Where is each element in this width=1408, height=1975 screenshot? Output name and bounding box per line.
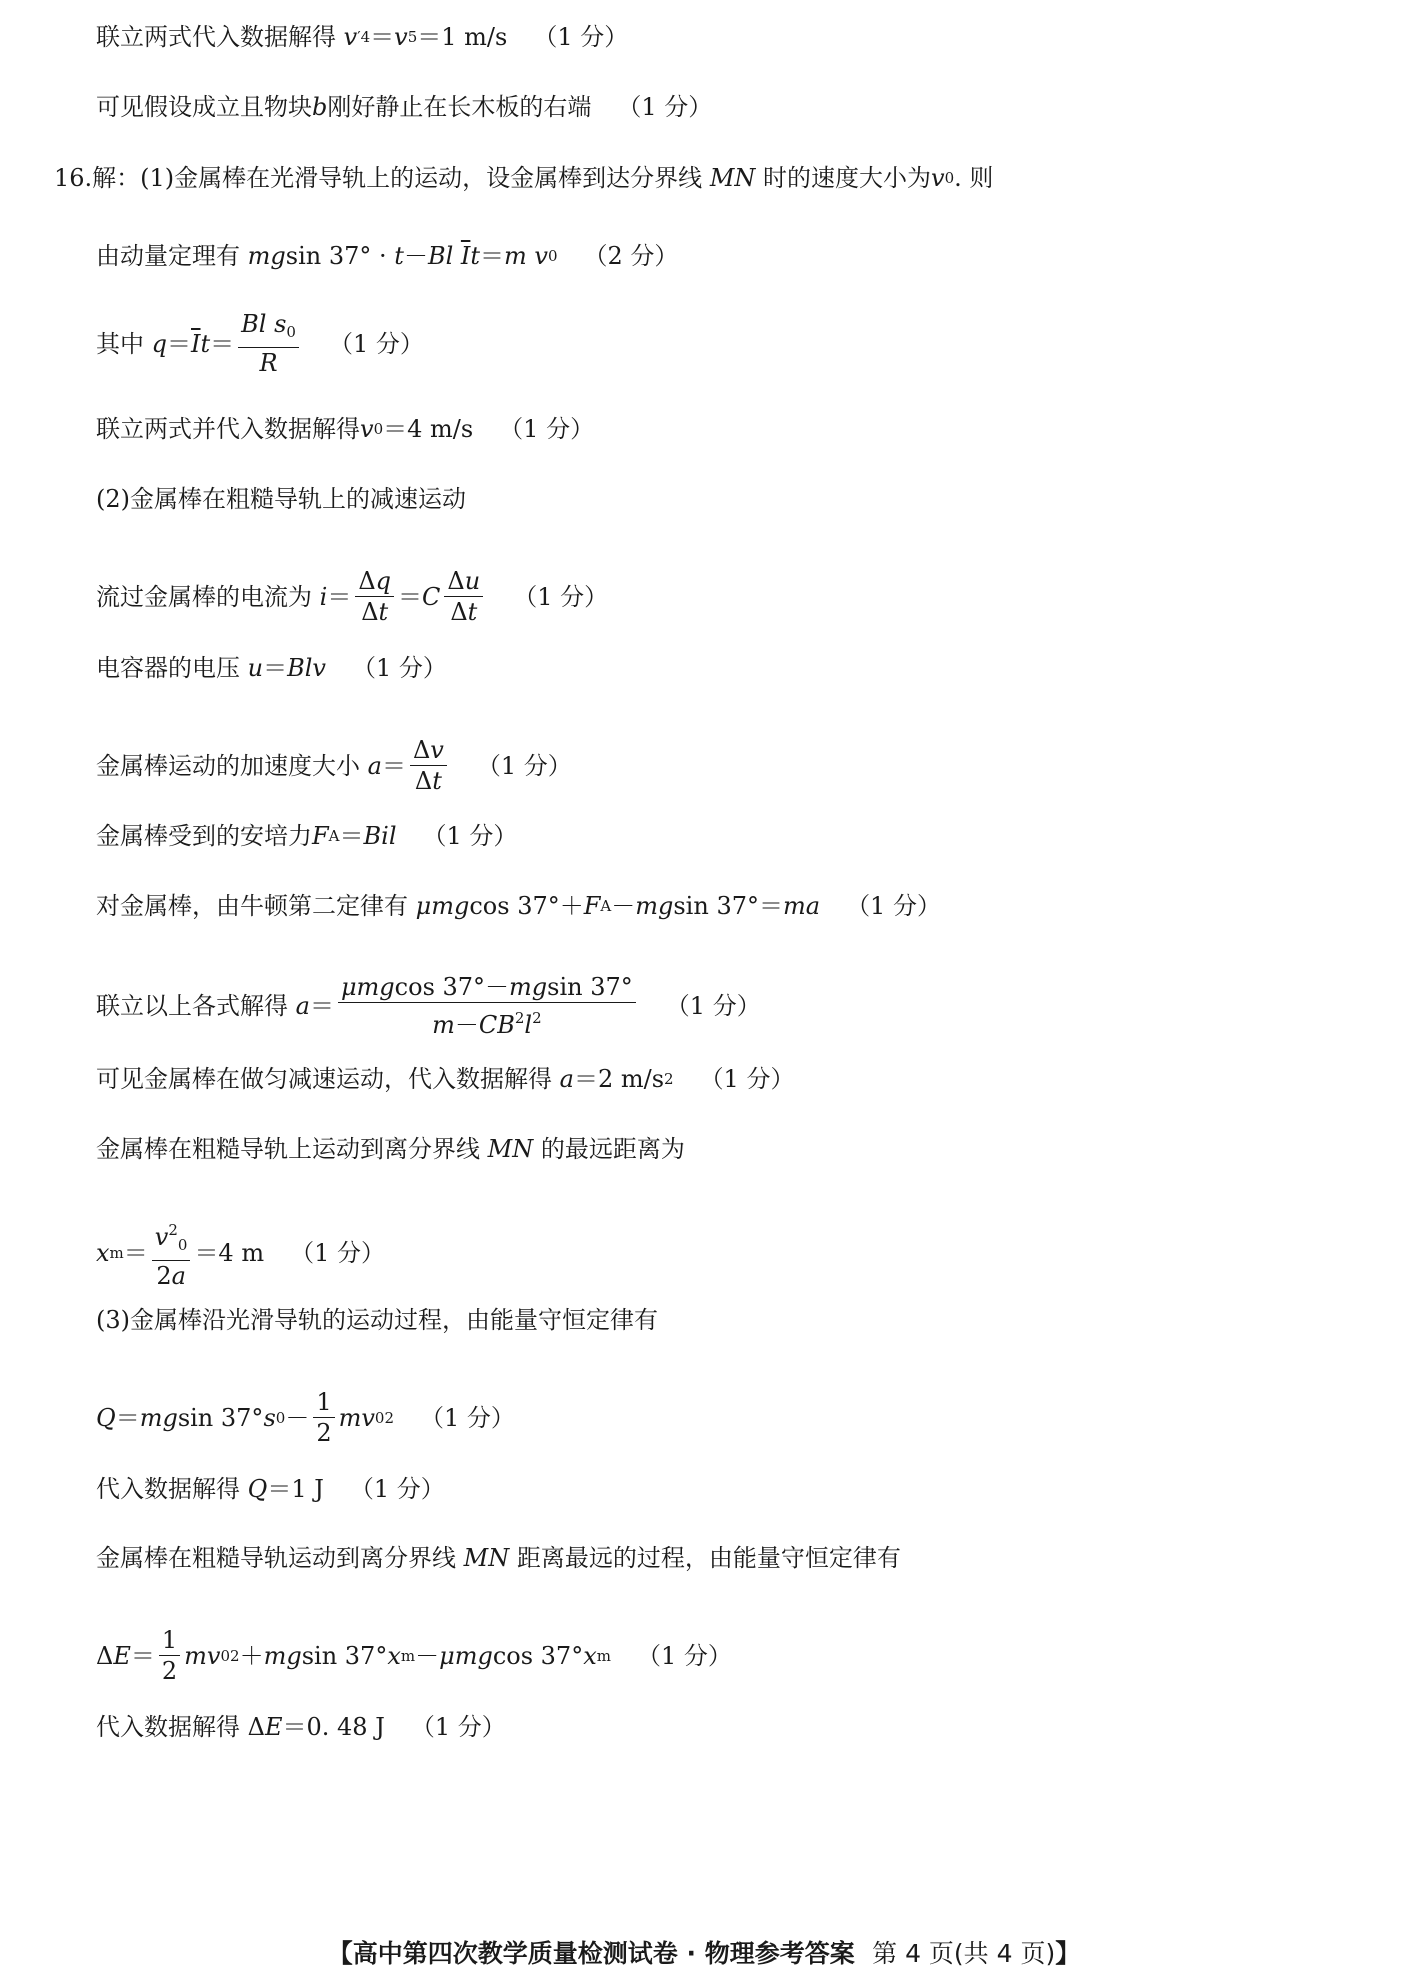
footer-subject: 物理参考答案 [704,1939,855,1968]
footer-title: 高中第四次教学质量检测试卷 [352,1939,678,1968]
var-b: b [312,93,328,121]
fraction: $\frac{1}{2}$ [159,1626,180,1685]
answer-line-20 [96,1543,901,1573]
answer-line-14: 可见金属棒在做匀减速运动，代入数据解得 a ＝2 m/s 2 （1 分） [96,1065,795,1093]
fraction: $\frac{\Delta v}{\Delta t}$ [410,736,447,795]
fraction: $\frac{v^2_0}{2a}$ [152,1216,191,1290]
answer-line-4: 由动量定理有 mg sin 37° · t － Bl $\overline{I}$ t ＝ m v 0 （2 分） [96,242,679,270]
line-text: 联立两式并代入数据解得 [96,415,360,443]
value: ＝4 m [194,1239,265,1267]
line-text: 解：(1)金属棒在光滑导轨上的运动，设金属棒到达分界线 [92,164,703,192]
line-text: 可见金属棒在做匀减速运动，代入数据解得 [96,1065,552,1093]
line-text: 联立两式代入数据解得 [96,23,336,51]
symbol-mn: MN [709,164,756,192]
line-text: . 则 [954,164,994,192]
score-note: （1 分） [410,1713,506,1741]
symbol-mn: MN [487,1135,534,1163]
score-note: （1 分） [617,93,713,121]
score-note: （1 分） [420,1403,515,1432]
question-16-heading: 16. 解：(1)金属棒在光滑导轨上的运动，设金属棒到达分界线 MN 时的速度大小为 v 0 . 则 [54,164,994,192]
answer-line-19: 代入数据解得 Q ＝1 J （1 分） [96,1475,445,1503]
score-note: （1 分） [349,1475,445,1503]
line-text: 对金属棒，由牛顿第二定律有 [96,892,408,920]
answer-line-16: x m ＝ $\frac{v^2_0}{2a}$ ＝4 m （1 分） [96,1216,385,1290]
answer-line-5: 其中 q ＝ $\overline{I}$ t ＝ $\frac{Bl s_0}{R}$ （1 分） [96,310,424,377]
score-note: （1 分） [422,822,518,850]
answer-line-21: Δ E ＝ $\frac{1}{2}$ mv 0 2 ＋ mg sin 37° x m － μmg cos 37° x m （1 分） [96,1626,732,1685]
answer-line-13: 联立以上各式解得 a ＝ $\frac{\text{μmgcos 37°－mgsin 37°}}{m-CB^2l^2}$ （1 分） [96,973,761,1039]
answer-line-15 [96,1134,685,1164]
answer-line-12: 对金属棒，由牛顿第二定律有 μmg cos 37° ＋ F A － mg sin 37° ＝ ma （1 分） [96,892,941,920]
line-text: 刚好静止在长木板的右端 [327,93,592,121]
value: ＝4 m/s [383,415,474,443]
value: ＝1 J [267,1475,324,1503]
fraction: $\frac{\Delta q}{\Delta t}$ [355,567,394,626]
line-text: 距离最远的过程，由能量守恒定律有 [516,1544,901,1572]
score-note: （1 分） [699,1065,795,1093]
line-text: 由动量定理有 [96,242,240,270]
score-note: （1 分） [290,1239,385,1267]
answer-line-1: 联立两式代入数据解得 v ′ 4 ＝ v 5 ＝1 m/s （1 分） [96,23,629,51]
score-note: （1 分） [636,1641,732,1670]
score-note: （1 分） [476,751,572,780]
answer-line-9: 电容器的电压 u ＝ Blv （1 分） [96,654,447,682]
answer-line-17 [96,1305,658,1335]
score-note: （1 分） [665,992,761,1020]
line-text: 的最远距离为 [540,1135,685,1163]
line-text: 电容器的电压 [96,654,240,682]
line-text: 流过金属棒的电流为 [96,582,312,611]
line-text: 金属棒运动的加速度大小 [96,751,360,780]
line-text: (2)金属棒在粗糙导轨上的减速运动 [96,485,466,513]
value: ＝0. 48 J [282,1713,385,1741]
score-note: （1 分） [328,329,424,358]
line-text: (3)金属棒沿光滑导轨的运动过程，由能量守恒定律有 [96,1306,658,1334]
score-note: （1 分） [499,415,595,443]
line-text: 金属棒在粗糙导轨运动到离分界线 [96,1544,456,1572]
line-text: 可见假设成立且物块 [96,93,312,121]
answer-line-11: 金属棒受到的安培力 F A ＝ Bil （1 分） [96,822,518,850]
score-note: （1 分） [351,654,447,682]
page-footer: 【高中第四次教学质量检测试卷 · 物理参考答案 第 4 页(共 4 页)】 [327,1939,1081,1968]
answer-line-6: 联立两式并代入数据解得 v 0 ＝4 m/s （1 分） [96,415,595,443]
line-text: 其中 [96,329,144,358]
score-note: （1 分） [513,582,609,611]
question-number: 16. [54,164,93,192]
score-note: （2 分） [583,242,679,270]
footer-page-number: 第 4 页(共 4 页) [872,1939,1056,1968]
fraction: $\frac{Bl s_0}{R}$ [238,310,299,377]
line-text: 时的速度大小为 [763,164,932,192]
fraction: $\frac{1}{2}$ [313,1388,334,1447]
answer-line-2 [96,92,712,122]
answer-line-22: 代入数据解得 Δ E ＝0. 48 J （1 分） [96,1713,506,1741]
line-text: 金属棒受到的安培力 [96,822,312,850]
answer-line-10: 金属棒运动的加速度大小 a ＝ $\frac{\Delta v}{\Delta t}$ （1 分） [96,736,572,795]
answer-line-8: 流过金属棒的电流为 i ＝ $\frac{\Delta q}{\Delta t}$ ＝ C $\frac{\Delta u}{\Delta t}$ （1 分） [96,567,609,626]
score-note: （1 分） [846,892,941,920]
answer-line-18: Q ＝ mg sin 37° s 0 － $\frac{1}{2}$ mv 0 2 （1 分） [96,1388,515,1447]
fraction: $\frac{\Delta u}{\Delta t}$ [444,567,483,626]
line-text: 金属棒在粗糙导轨上运动到离分界线 [96,1135,480,1163]
line-text: 联立以上各式解得 [96,992,288,1020]
score-note: （1 分） [533,23,629,51]
line-text: 代入数据解得 [96,1475,240,1503]
value: ＝2 m/s [573,1065,665,1093]
answer-line-7 [96,484,466,514]
symbol-mn: MN [463,1544,510,1572]
line-text: 代入数据解得 [96,1713,240,1741]
fraction: $\frac{\text{μmgcos 37°－mgsin 37°}}{m-CB^2l^2}$ [338,973,636,1039]
